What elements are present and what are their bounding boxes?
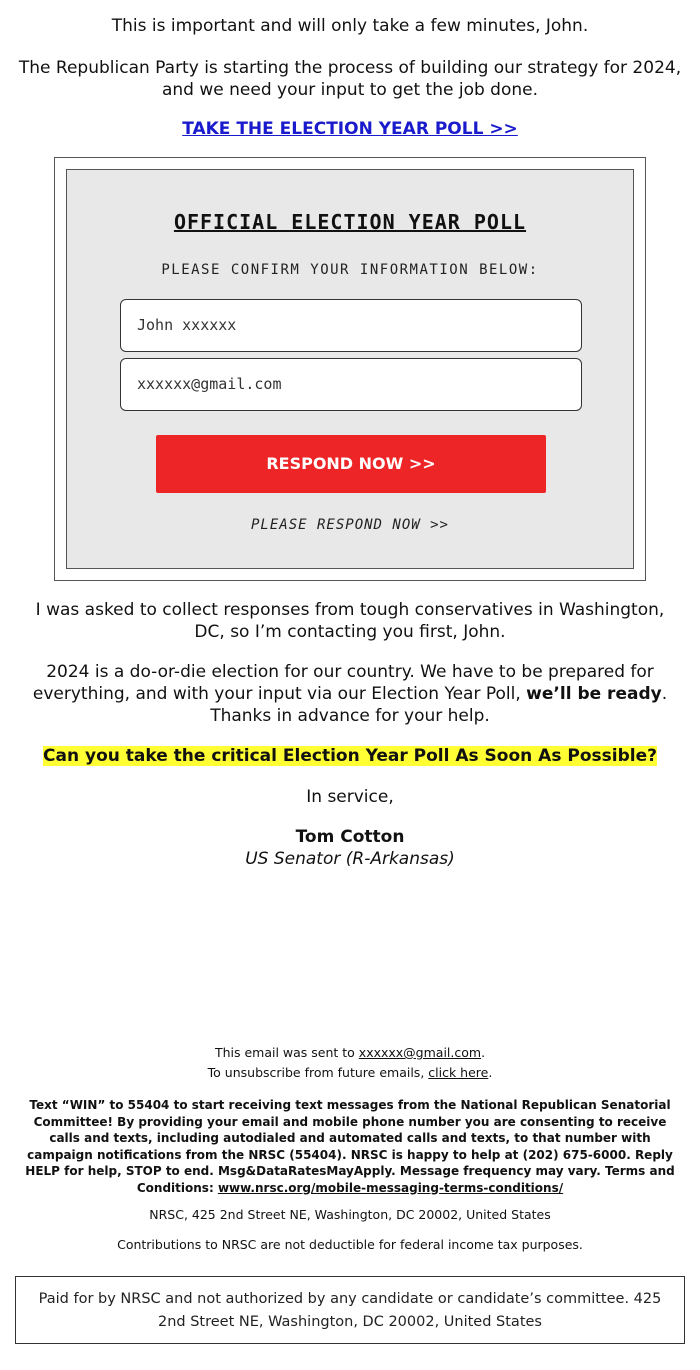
highlight-callout: Can you take the critical Election Year Poll As Soon As Possible? <box>43 746 657 766</box>
email-field[interactable]: xxxxxx@gmail.com <box>120 358 582 411</box>
contributions-notice: Contributions to NRSC are not deductible for federal income tax purposes. <box>117 1237 583 1252</box>
terms-link[interactable]: www.nrsc.org/mobile-messaging-terms-conditions/ <box>217 1180 564 1195</box>
sent-to-prefix: This email was sent to <box>214 1045 359 1060</box>
respond-now-link[interactable]: PLEASE RESPOND NOW >> <box>250 517 449 533</box>
signer-title: US Senator (R-Arkansas) <box>245 849 455 869</box>
legal-body: Text “WIN” to 55404 to start receiving text messages from the National Republican Senatorial Committee! By providing your email and mobile phone number you are consenting to receive calls and texts, including autodialed and automated calls and texts, to that number with campaign notifications from the NRSC (55404). NRSC is happy to help at (202) 675-6000. Reply HELP for help, STOP to end. Msg&DataRatesMayApply. Message frequency may vary. Terms and Conditions: <box>25 1098 675 1195</box>
sms-legal-text <box>20 1097 680 1196</box>
unsub-suffix: . <box>488 1065 493 1080</box>
paid-for-disclaimer: Paid for by NRSC and not authorized by any candidate or candidate’s committee. 425 2nd Street NE, Washington, DC 20002, United States <box>15 1276 685 1344</box>
poll-title: OFFICIAL ELECTION YEAR POLL <box>173 210 527 234</box>
take-poll-link[interactable]: TAKE THE ELECTION YEAR POLL >> <box>182 119 518 139</box>
para2-text-end: . Thanks in advance for your help. <box>210 684 668 726</box>
unsubscribe-line <box>0 1063 700 1083</box>
body-paragraph-1: I was asked to collect responses from tough conservatives in Washington, DC, so I’m contacting you first, John. <box>35 600 665 642</box>
sent-to-line <box>0 1043 700 1063</box>
signer-name: Tom Cotton <box>295 827 405 847</box>
highlight-wrapper <box>0 745 700 767</box>
unsub-prefix: To unsubscribe from future emails, <box>207 1065 429 1080</box>
address: NRSC, 425 2nd Street NE, Washington, DC 20002, United States <box>149 1207 551 1222</box>
intro-paragraph: The Republican Party is starting the process of building our strategy for 2024, and we need your input to get the job done. <box>18 58 682 100</box>
unsubscribe-link[interactable]: click here <box>428 1065 489 1080</box>
para2-bold: we’ll be ready <box>526 684 662 704</box>
sent-to-email[interactable]: xxxxxx@gmail.com <box>358 1045 482 1060</box>
sent-to-suffix: . <box>481 1045 486 1060</box>
closing: In service, <box>306 787 394 807</box>
poll-link-wrapper <box>0 118 700 140</box>
poll-form <box>66 169 634 569</box>
poll-subtitle: PLEASE CONFIRM YOUR INFORMATION BELOW: <box>161 262 539 278</box>
name-field[interactable]: John xxxxxx <box>120 299 582 352</box>
body-paragraph-2 <box>0 661 700 727</box>
respond-now-button[interactable]: RESPOND NOW >> <box>156 435 546 493</box>
para2-text-start: 2024 is a do-or-die election for our country. We have to be prepared for everything, and with your input via our Election Year Poll, <box>32 662 654 704</box>
poll-box <box>54 157 646 581</box>
intro-line: This is important and will only take a few minutes, John. <box>111 16 589 36</box>
